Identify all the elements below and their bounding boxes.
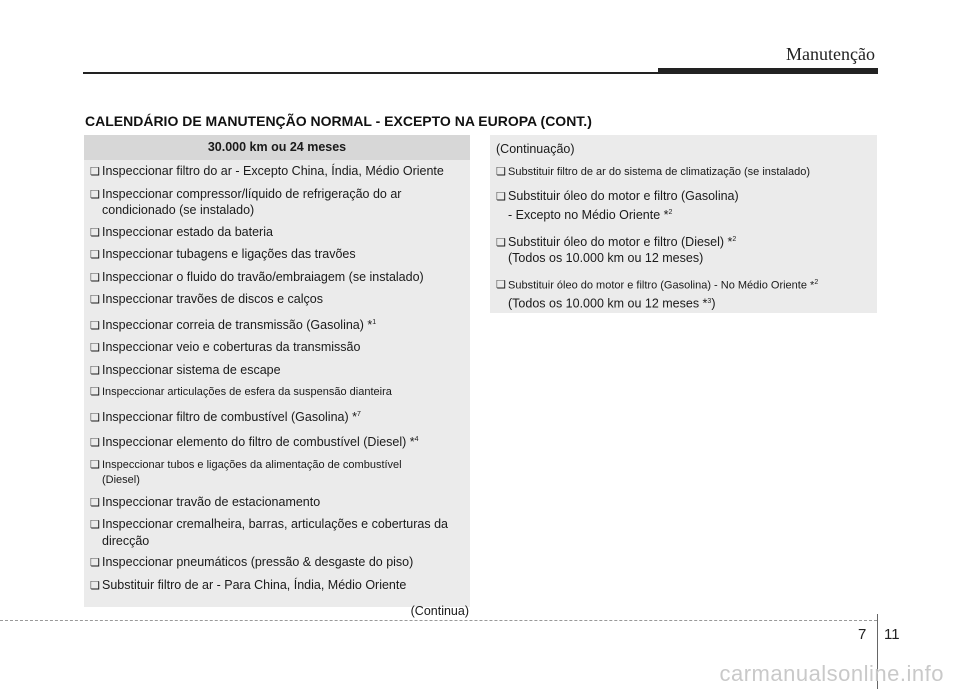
watermark: carmanualsonline.info bbox=[719, 661, 944, 686]
item-text: Inspeccionar compressor/líquido de refrigeração do ar condicionado (se instalado) bbox=[102, 186, 402, 217]
left-panel-item bbox=[90, 578, 465, 595]
footnote-mark: 2 bbox=[814, 278, 819, 286]
page-header-title: Manutenção bbox=[786, 44, 875, 64]
right-panel-item bbox=[496, 165, 872, 181]
checkbox-icon: ❏ bbox=[496, 279, 506, 292]
item-text: Substituir óleo do motor e filtro (Diesel) * bbox=[508, 234, 733, 249]
left-panel-item bbox=[90, 187, 465, 219]
checkbox-icon: ❏ bbox=[90, 249, 100, 261]
checkbox-icon: ❏ bbox=[90, 319, 100, 332]
page-number: 11 bbox=[884, 626, 900, 643]
item-text: Inspeccionar veio e coberturas da transmissão bbox=[102, 340, 361, 355]
footnote-mark: 3 bbox=[707, 297, 712, 305]
item-text: Inspeccionar filtro de combustível (Gasolina) * bbox=[102, 409, 357, 424]
checkbox-icon: ❏ bbox=[90, 271, 100, 284]
right-panel-item bbox=[496, 189, 872, 224]
checkbox-icon: ❏ bbox=[90, 364, 100, 377]
header-rule-thin bbox=[83, 72, 658, 74]
left-maintenance-panel bbox=[84, 135, 470, 619]
right-panel-items bbox=[490, 161, 877, 313]
item-text: Substituir filtro de ar do sistema de climatização (se instalado) bbox=[508, 166, 811, 178]
checkbox-icon: ❏ bbox=[90, 458, 100, 471]
item-text: Substituir óleo do motor e filtro (Gasolina) bbox=[508, 188, 739, 203]
checkbox-icon: ❏ bbox=[90, 496, 100, 509]
right-panel-item bbox=[496, 275, 872, 313]
item-text: Inspeccionar tubos e ligações da alimentação de combustível bbox=[102, 458, 402, 471]
checkbox-icon: ❏ bbox=[90, 166, 100, 178]
item-text: Inspeccionar travões de discos e calços bbox=[102, 292, 323, 306]
left-panel-item bbox=[90, 495, 465, 512]
right-panel-item bbox=[496, 232, 872, 267]
footnote-mark: 2 bbox=[668, 209, 673, 216]
section-title: CALENDÁRIO DE MANUTENÇÃO NORMAL - EXCEPTO NA EUROPA (CONT.) bbox=[85, 113, 592, 129]
footnote-mark: 1 bbox=[372, 318, 377, 326]
footnote-mark: 2 bbox=[732, 235, 737, 243]
left-panel-item bbox=[90, 340, 465, 357]
left-panel-item bbox=[90, 555, 465, 572]
checkbox-icon: ❏ bbox=[496, 190, 506, 203]
chapter-number: 7 bbox=[858, 626, 867, 643]
left-panel-item bbox=[90, 270, 465, 287]
checkbox-icon: ❏ bbox=[90, 188, 100, 201]
checkbox-icon: ❏ bbox=[90, 411, 100, 424]
item-text: Inspeccionar elemento do filtro de combustível (Diesel) * bbox=[102, 435, 415, 450]
item-text: Inspeccionar correia de transmissão (Gasolina) * bbox=[102, 317, 373, 332]
item-text: Inspeccionar filtro do ar - Excepto China, Índia, Médio Oriente bbox=[102, 164, 444, 178]
left-panel-heading: 30.000 km ou 24 meses bbox=[84, 135, 470, 160]
left-panel-item bbox=[90, 315, 465, 335]
item-text: Inspeccionar pneumáticos (pressão & desgaste do piso) bbox=[102, 555, 414, 570]
item-text-line2-end: ) bbox=[711, 296, 716, 311]
checkbox-icon: ❏ bbox=[90, 557, 100, 570]
left-panel-item bbox=[90, 247, 465, 264]
header-rule-thick bbox=[658, 68, 878, 74]
left-panel-item bbox=[90, 363, 465, 380]
left-panel-item bbox=[90, 292, 465, 309]
checkbox-icon: ❏ bbox=[90, 579, 100, 592]
item-text: Inspeccionar tubagens e ligações das travões bbox=[102, 247, 356, 261]
checkbox-icon: ❏ bbox=[496, 166, 506, 178]
checkbox-icon: ❏ bbox=[90, 342, 100, 355]
right-panel-heading: (Continuação) bbox=[496, 142, 575, 156]
left-panel-item bbox=[90, 385, 465, 401]
right-maintenance-panel bbox=[490, 135, 877, 313]
checkbox-icon: ❏ bbox=[90, 294, 100, 306]
left-panel-item bbox=[90, 225, 465, 242]
left-panel-item bbox=[90, 458, 465, 489]
item-text-line2: (Todos os 10.000 km ou 12 meses) bbox=[508, 251, 704, 266]
item-text: Inspeccionar travão de estacionamento bbox=[102, 494, 321, 509]
checkbox-icon: ❏ bbox=[90, 519, 100, 532]
left-panel-item bbox=[90, 164, 465, 181]
item-text: Inspeccionar o fluido do travão/embraiagem (se instalado) bbox=[102, 269, 424, 284]
checkbox-icon: ❏ bbox=[90, 437, 100, 450]
checkbox-icon: ❏ bbox=[90, 226, 100, 239]
item-text-line2: (Todos os 10.000 km ou 12 meses * bbox=[508, 296, 708, 311]
checkbox-icon: ❏ bbox=[90, 386, 100, 399]
left-panel-item bbox=[90, 407, 465, 427]
footnote-mark: 4 bbox=[414, 436, 419, 444]
checkbox-icon: ❏ bbox=[496, 236, 506, 249]
left-panel-item bbox=[90, 432, 465, 452]
left-panel-item bbox=[90, 517, 465, 549]
item-text-line2: - Excepto no Médio Oriente * bbox=[508, 208, 669, 223]
item-text: Inspeccionar cremalheira, barras, articulações e coberturas da direcção bbox=[102, 517, 449, 548]
item-text-continued: (Diesel) bbox=[102, 474, 140, 487]
footer-dashed-rule bbox=[0, 620, 877, 621]
item-text: Inspeccionar estado da bateria bbox=[102, 224, 273, 239]
left-panel-items bbox=[84, 160, 470, 594]
item-text: Inspeccionar sistema de escape bbox=[102, 362, 281, 377]
footnote-mark: 7 bbox=[356, 410, 361, 418]
left-panel-footer: (Continua) bbox=[410, 604, 469, 619]
item-text: Inspeccionar articulações de esfera da suspensão dianteira bbox=[102, 386, 392, 399]
item-text: Substituir filtro de ar - Para China, Índia, Médio Oriente bbox=[102, 577, 407, 592]
item-text: Substituir óleo do motor e filtro (Gasolina) - No Médio Oriente * bbox=[508, 279, 815, 292]
